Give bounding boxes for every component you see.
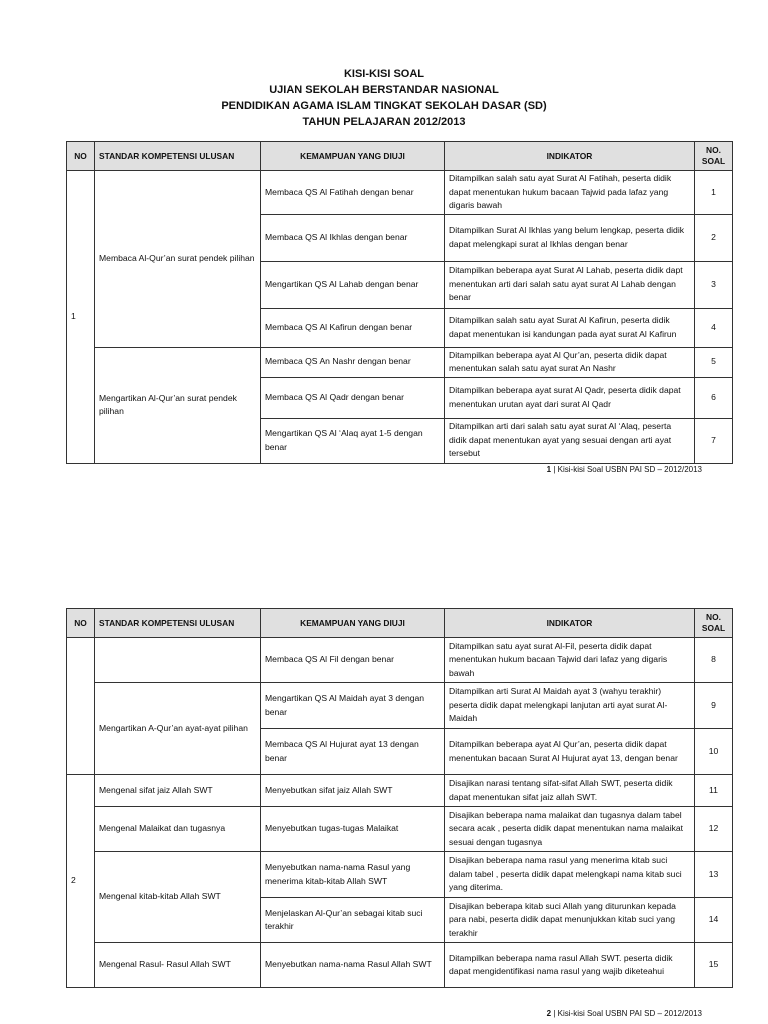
header-no-soal <box>695 609 733 638</box>
group-number: 2 <box>67 775 95 988</box>
indikator-cell: Ditampilkan salah satu ayat Surat Al Fatihah, peserta didik dapat menentukan hukum bacaan Tajwid pada lafaz yang digaris bawah <box>445 171 695 215</box>
kemampuan-cell: Menyebutkan tugas-tugas Malaikat <box>261 807 445 852</box>
footer-page-number: 1 <box>546 465 552 474</box>
indikator-cell: Ditampilkan satu ayat surat Al-Fil, peserta didik dapat menentukan hukum bacaan Tajwid dari lafaz yang digaris bawah <box>445 638 695 683</box>
page-footer-2 <box>0 1009 702 1018</box>
soal-number: 2 <box>695 214 733 261</box>
standar-kompetensi-cell: Mengenal Rasul- Rasul Allah SWT <box>95 943 261 988</box>
table-row <box>67 171 733 215</box>
header-kemampuan: KEMAMPUAN YANG DIUJI <box>261 142 445 171</box>
standar-kompetensi-cell: Mengenal Malaikat dan tugasnya <box>95 807 261 852</box>
document-title <box>0 66 768 130</box>
indikator-cell: Disajikan narasi tentang sifat-sifat Allah SWT, peserta didik dapat menentukan sifat jaiz allah SWT. <box>445 775 695 807</box>
header-no-soal-line-2: SOAL <box>701 156 726 166</box>
soal-number: 4 <box>695 308 733 347</box>
kemampuan-cell: Menjelaskan Al-Qur’an sebagai kitab suci terakhir <box>261 898 445 943</box>
kemampuan-cell: Membaca QS Al Hujurat ayat 13 dengan benar <box>261 729 445 775</box>
table-header-row <box>67 142 733 171</box>
soal-number: 8 <box>695 638 733 683</box>
indikator-cell: Ditampilkan arti dari salah satu ayat surat Al ‘Alaq, peserta didik dapat menentukan ayat yang sesuai dengan arti ayat tersebut <box>445 418 695 463</box>
soal-number: 15 <box>695 943 733 988</box>
kemampuan-cell: Menyebutkan nama-nama Rasul Allah SWT <box>261 943 445 988</box>
header-standar-kompetensi: STANDAR KOMPETENSI ULUSAN <box>95 142 261 171</box>
indikator-cell: Disajikan beberapa nama rasul yang menerima kitab suci dalam tabel , peserta didik dapat melengkapi nama kitab suci yang diterima. <box>445 852 695 898</box>
indikator-cell: Ditampilkan arti Surat Al Maidah ayat 3 (wahyu terakhir) peserta didik dapat melengkapi lanjutan arti ayat surat Al-Maidah <box>445 683 695 729</box>
standar-kompetensi-cell: Mengenal sifat jaiz Allah SWT <box>95 775 261 807</box>
header-kemampuan: KEMAMPUAN YANG DIUJI <box>261 609 445 638</box>
soal-number: 14 <box>695 898 733 943</box>
table-row <box>67 807 733 852</box>
standar-kompetensi-cell: Membaca Al-Qur’an surat pendek pilihan <box>95 171 261 348</box>
kemampuan-cell: Menyebutkan nama-nama Rasul yang menerima kitab-kitab Allah SWT <box>261 852 445 898</box>
standar-kompetensi-cell: Mengenal kitab-kitab Allah SWT <box>95 852 261 943</box>
header-indikator: INDIKATOR <box>445 609 695 638</box>
document-page-2 <box>0 540 768 1024</box>
indikator-cell: Ditampilkan beberapa ayat Surat Al Lahab, peserta didik dapt menentukan arti dari salah satu ayat surat Al Lahab dengan benar <box>445 261 695 308</box>
kemampuan-cell: Mengartikan QS Al ‘Alaq ayat 1-5 dengan benar <box>261 418 445 463</box>
table-header-row <box>67 609 733 638</box>
footer-text: | Kisi-kisi Soal USBN PAI SD – 2012/2013 <box>551 1009 702 1018</box>
header-no-soal-line-1: NO. <box>706 145 721 155</box>
table-row <box>67 683 733 729</box>
group-number-empty <box>67 638 95 775</box>
title-line-3: PENDIDIKAN AGAMA ISLAM TINGKAT SEKOLAH DASAR (SD) <box>221 100 547 112</box>
standar-kompetensi-cell: Mengartikan A-Qur’an ayat-ayat pilihan <box>95 683 261 775</box>
kemampuan-cell: Mengartikan QS Al Lahab dengan benar <box>261 261 445 308</box>
soal-number: 1 <box>695 171 733 215</box>
soal-number: 12 <box>695 807 733 852</box>
header-no-soal-line-2: SOAL <box>701 623 726 633</box>
title-line-1: KISI-KISI SOAL <box>343 68 425 80</box>
indikator-cell: Ditampilkan beberapa ayat surat Al Qadr, peserta didik dapat menentukan urutan ayat dari surat Al Qadr <box>445 377 695 418</box>
table-row <box>67 775 733 807</box>
kemampuan-cell: Menyebutkan sifat jaiz Allah SWT <box>261 775 445 807</box>
header-no: NO <box>67 142 95 171</box>
kemampuan-cell: Membaca QS An Nashr dengan benar <box>261 347 445 377</box>
kemampuan-cell: Membaca QS Al Kafirun dengan benar <box>261 308 445 347</box>
footer-page-number: 2 <box>546 1009 552 1018</box>
table-row <box>67 943 733 988</box>
title-line-4: TAHUN PELAJARAN 2012/2013 <box>302 116 466 128</box>
table-row <box>67 347 733 377</box>
kemampuan-cell: Membaca QS Al Qadr dengan benar <box>261 377 445 418</box>
table-row <box>67 852 733 898</box>
indikator-cell: Ditampilkan salah satu ayat Surat Al Kafirun, peserta didik dapat menentukan isi kandungan pada ayat surat Al Kafirun <box>445 308 695 347</box>
indikator-cell: Ditampilkan beberapa ayat Al Qur’an, peserta didik dapat menentukan salah satu ayat surat An Nashr <box>445 347 695 377</box>
title-line-2: UJIAN SEKOLAH BERSTANDAR NASIONAL <box>269 84 499 96</box>
standar-kompetensi-cell: Mengartikan Al-Qur’an surat pendek pilihan <box>95 347 261 463</box>
header-no-soal <box>695 142 733 171</box>
kisi-table-page-2 <box>66 608 733 988</box>
soal-number: 13 <box>695 852 733 898</box>
kemampuan-cell: Membaca QS Al Ikhlas dengan benar <box>261 214 445 261</box>
table-row <box>67 638 733 683</box>
soal-number: 3 <box>695 261 733 308</box>
soal-number: 5 <box>695 347 733 377</box>
kemampuan-cell: Mengartikan QS Al Maidah ayat 3 dengan benar <box>261 683 445 729</box>
soal-number: 10 <box>695 729 733 775</box>
header-no: NO <box>67 609 95 638</box>
kemampuan-cell: Membaca QS Al Fatihah dengan benar <box>261 171 445 215</box>
soal-number: 6 <box>695 377 733 418</box>
page-footer-1 <box>0 465 702 474</box>
indikator-cell: Disajikan beberapa nama malaikat dan tugasnya dalam tabel secara acak , peserta didik dapat menentukan nama malaikat sesuai dengan tugasnya <box>445 807 695 852</box>
soal-number: 11 <box>695 775 733 807</box>
footer-text: | Kisi-kisi Soal USBN PAI SD – 2012/2013 <box>551 465 702 474</box>
group-number: 1 <box>67 171 95 464</box>
kemampuan-cell: Membaca QS Al Fil dengan benar <box>261 638 445 683</box>
soal-number: 9 <box>695 683 733 729</box>
kisi-table-page-1 <box>66 141 733 464</box>
soal-number: 7 <box>695 418 733 463</box>
standar-kompetensi-cell <box>95 638 261 683</box>
indikator-cell: Disajikan beberapa kitab suci Allah yang diturunkan kepada para nabi, peserta didik dapat menunjukkan kitab suci yang terakhir <box>445 898 695 943</box>
indikator-cell: Ditampilkan Surat Al Ikhlas yang belum lengkap, peserta didik dapat melengkapi surat al Ikhlas dengan benar <box>445 214 695 261</box>
header-no-soal-line-1: NO. <box>706 612 721 622</box>
header-indikator: INDIKATOR <box>445 142 695 171</box>
indikator-cell: Ditampilkan beberapa ayat Al Qur’an, peserta didik dapat menentukan bacaan Surat Al Hujurat ayat 13, dengan benar <box>445 729 695 775</box>
indikator-cell: Ditampilkan beberapa nama rasul Allah SWT. peserta didik dapat mengidentifikasi nama rasul yang wajib diketeahui <box>445 943 695 988</box>
header-standar-kompetensi: STANDAR KOMPETENSI ULUSAN <box>95 609 261 638</box>
